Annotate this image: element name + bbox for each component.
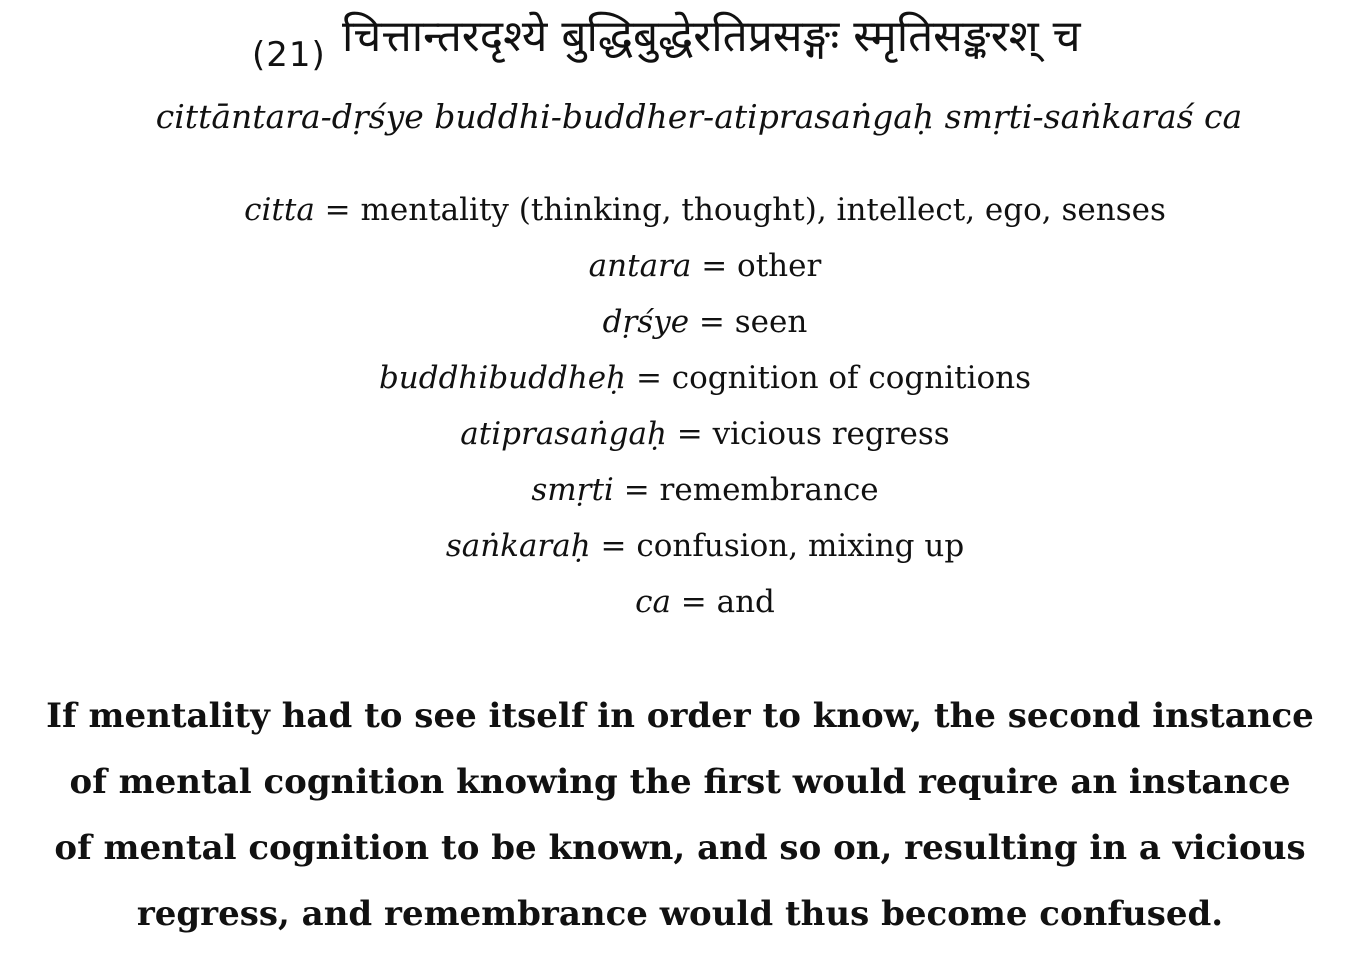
verse-header <box>0 4 1366 82</box>
verse-translation <box>0 683 1360 947</box>
glossary-entry <box>0 240 1366 296</box>
glossary-separator: = <box>689 304 735 340</box>
glossary-meaning: seen <box>734 304 808 340</box>
glossary-term: buddhibuddheḥ <box>378 360 627 396</box>
glossary-term: saṅkaraḥ <box>445 528 591 564</box>
verse-number: (21) <box>252 35 326 75</box>
translation-line: If mentality had to see itself in order to know, the second instance <box>46 696 1314 736</box>
glossary-entry <box>0 352 1366 408</box>
glossary-separator: = <box>613 472 660 508</box>
glossary-entry <box>0 520 1366 576</box>
glossary-entry <box>0 464 1366 520</box>
glossary-term: atiprasaṅgaḥ <box>460 416 667 452</box>
glossary-list <box>0 184 1366 632</box>
glossary-entry <box>0 296 1366 352</box>
glossary-separator: = <box>691 248 738 284</box>
glossary-separator: = <box>626 360 672 396</box>
glossary-separator: = <box>670 584 717 620</box>
glossary-meaning: other <box>737 248 822 284</box>
devanagari-verse: चित्तान्तरदृश्ये बुद्धिबुद्धेरतिप्रसङ्गः स्मृतिसङ्करश् च <box>342 11 1081 62</box>
glossary-term: antara <box>588 248 692 284</box>
verse-transliteration: cittāntara-dṛśye buddhi-buddher-atiprasaṅgaḥ smṛti-saṅkaraś ca <box>155 97 1243 136</box>
translation-line: of mental cognition knowing the first would require an instance <box>69 762 1291 802</box>
glossary-meaning: confusion, mixing up <box>636 528 965 564</box>
translation-line: regress, and remembrance would thus become confused. <box>136 894 1224 934</box>
translation-line: of mental cognition to be known, and so on, resulting in a vicious <box>54 828 1306 868</box>
glossary-entry <box>0 184 1366 240</box>
glossary-term: dṛśye <box>602 304 690 340</box>
glossary-meaning: mentality (thinking, thought), intellect, ego, senses <box>360 192 1166 228</box>
glossary-term: smṛti <box>531 472 614 508</box>
glossary-meaning: remembrance <box>659 472 879 508</box>
glossary-separator: = <box>314 192 361 228</box>
glossary-separator: = <box>666 416 713 452</box>
glossary-separator: = <box>590 528 637 564</box>
glossary-entry <box>0 576 1366 632</box>
glossary-term: citta <box>244 192 315 228</box>
glossary-meaning: vicious regress <box>712 416 950 452</box>
glossary-meaning: and <box>716 584 775 620</box>
glossary-meaning: cognition of cognitions <box>671 360 1032 396</box>
glossary-term: ca <box>635 584 671 620</box>
glossary-entry <box>0 408 1366 464</box>
